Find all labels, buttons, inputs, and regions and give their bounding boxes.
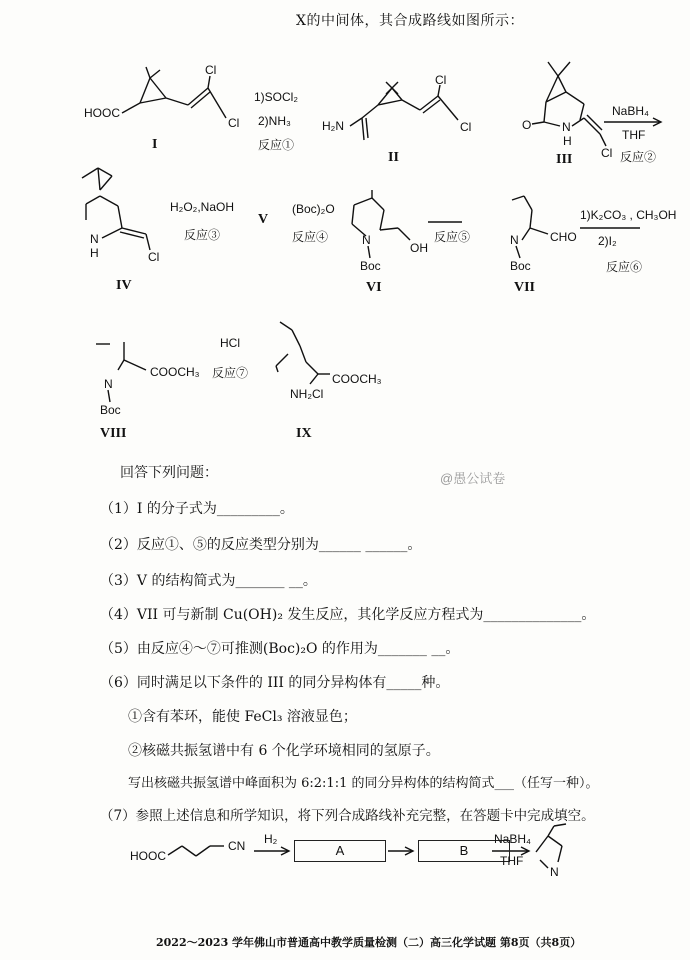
compound-IV-n: N (90, 232, 99, 246)
route7-start-cn: CN (228, 839, 246, 853)
reaction-3-reagent: H₂O₂,NaOH (170, 200, 234, 214)
question-6-condition-2: ②核磁共振氢谱中有 6 个化学环境相同的氢原子。 (128, 743, 440, 759)
route7-step1-reagent: H₂ (264, 832, 278, 846)
header-line: X的中间体，其合成路线如图所示： (296, 13, 524, 29)
question-6: （6）同时满足以下条件的 III 的同分异构体有_____种。 (100, 675, 450, 691)
compound-II-amine: H₂N (322, 119, 344, 133)
compound-VIII-boc: Boc (100, 403, 121, 417)
compound-II-cl1: Cl (435, 73, 447, 87)
compound-III-structure (522, 62, 612, 160)
compound-III-cl: Cl (601, 146, 613, 160)
reaction-4-reagent: (Boc)₂O (292, 202, 335, 216)
label-compound-I: I (152, 137, 158, 152)
compound-II-structure (322, 73, 471, 140)
label-compound-V: V (258, 212, 269, 227)
question-2: （2）反应①、⑤的反应类型分别为______ ______。 (100, 537, 422, 553)
route7-product-n: N (550, 865, 559, 879)
question-7: （7）参照上述信息和所学知识，将下列合成路线补充完整，在答题卡中完成填空。 (100, 808, 595, 824)
reaction-1-step-a: 1)SOCl₂ (254, 90, 298, 104)
reaction-7-name: 反应⑦ (212, 366, 249, 380)
reaction-1-step-b: 2)NH₃ (258, 114, 291, 128)
compound-IX-nh2cl: NH₂Cl (290, 387, 324, 401)
route7-product-structure (536, 824, 566, 879)
reaction-7-reagent: HCl (220, 336, 240, 350)
compound-IV-structure (82, 168, 159, 264)
compound-I-structure (84, 63, 239, 130)
watermark: @愚公试卷 (440, 471, 506, 486)
compound-IX-ester: COOCH₃ (332, 372, 382, 386)
label-compound-VII: VII (514, 280, 536, 295)
compound-IV-h: H (90, 246, 99, 260)
label-compound-IV: IV (116, 278, 132, 293)
compound-I-cl2: Cl (228, 116, 240, 130)
compound-VIII-structure (96, 342, 200, 417)
reaction-5-name: 反应⑤ (434, 230, 471, 244)
compound-IV-cl: Cl (148, 250, 160, 264)
compound-VIII-ester: COOCH₃ (150, 365, 200, 379)
route7-box-a[interactable]: A (294, 840, 386, 862)
label-compound-II: II (388, 150, 399, 165)
route7-step3-reagent: NaBH₄ (494, 832, 531, 846)
reaction-2-solvent: THF (622, 128, 646, 142)
compound-VI-structure (352, 190, 428, 273)
compound-III-o: O (522, 118, 532, 132)
reaction-6-name: 反应⑥ (606, 260, 643, 274)
compound-VII-cho: CHO (550, 230, 577, 244)
compound-VI-n: N (362, 233, 371, 247)
compound-I-hooc: HOOC (84, 106, 120, 120)
route7-step3-solvent: THF (500, 854, 524, 868)
label-compound-IX: IX (296, 426, 312, 441)
compound-VIII-n: N (104, 377, 113, 391)
compound-VII-boc: Boc (510, 259, 531, 273)
compound-VI-boc: Boc (360, 259, 381, 273)
compound-III-h: H (563, 134, 572, 148)
compound-VI-oh: OH (410, 241, 428, 255)
question-3: （3）V 的结构简式为_______ __。 (100, 573, 317, 589)
compound-VII-n: N (510, 233, 519, 247)
route7-start-structure (130, 839, 245, 863)
reaction-3-name: 反应③ (184, 228, 221, 242)
route7-box-b[interactable]: B (418, 840, 510, 862)
compound-I-cl1: Cl (205, 63, 217, 77)
route7-start-hooc: HOOC (130, 849, 166, 863)
compound-VII-structure (510, 196, 577, 273)
reaction-1-name: 反应① (258, 138, 295, 152)
reaction-6-step-b: 2)I₂ (598, 234, 617, 248)
question-6-tail: 写出核磁共振氢谱中峰面积为 6:2:1:1 的同分异构体的结构简式___（任写一种）。 (128, 776, 599, 791)
question-5: （5）由反应④～⑦可推测(Boc)₂O 的作用为_______ __。 (100, 641, 460, 657)
reaction-4-name: 反应④ (292, 230, 329, 244)
questions-intro: 回答下列问题： (120, 465, 218, 481)
compound-II-cl2: Cl (460, 120, 472, 134)
label-compound-VIII: VIII (100, 426, 127, 441)
compound-III-n: N (562, 120, 571, 134)
question-4: （4）VII 可与新制 Cu(OH)₂ 发生反应，其化学反应方程式为______________。 (100, 607, 596, 623)
question-1: （1）I 的分子式为_________。 (100, 501, 294, 517)
label-compound-VI: VI (366, 280, 382, 295)
page-footer: 2022～2023 学年佛山市普通高中教学质量检测（二）高三化学试题 第8页（共8页） (156, 936, 582, 949)
question-6-condition-1: ①含有苯环，能使 FeCl₃ 溶液显色； (128, 709, 357, 725)
compound-IX-structure (276, 322, 382, 401)
reaction-2-name: 反应② (620, 150, 657, 164)
reaction-6-step-a: 1)K₂CO₃ , CH₃OH (580, 208, 677, 222)
reaction-2-reagent: NaBH₄ (612, 104, 649, 118)
label-compound-III: III (556, 152, 573, 167)
